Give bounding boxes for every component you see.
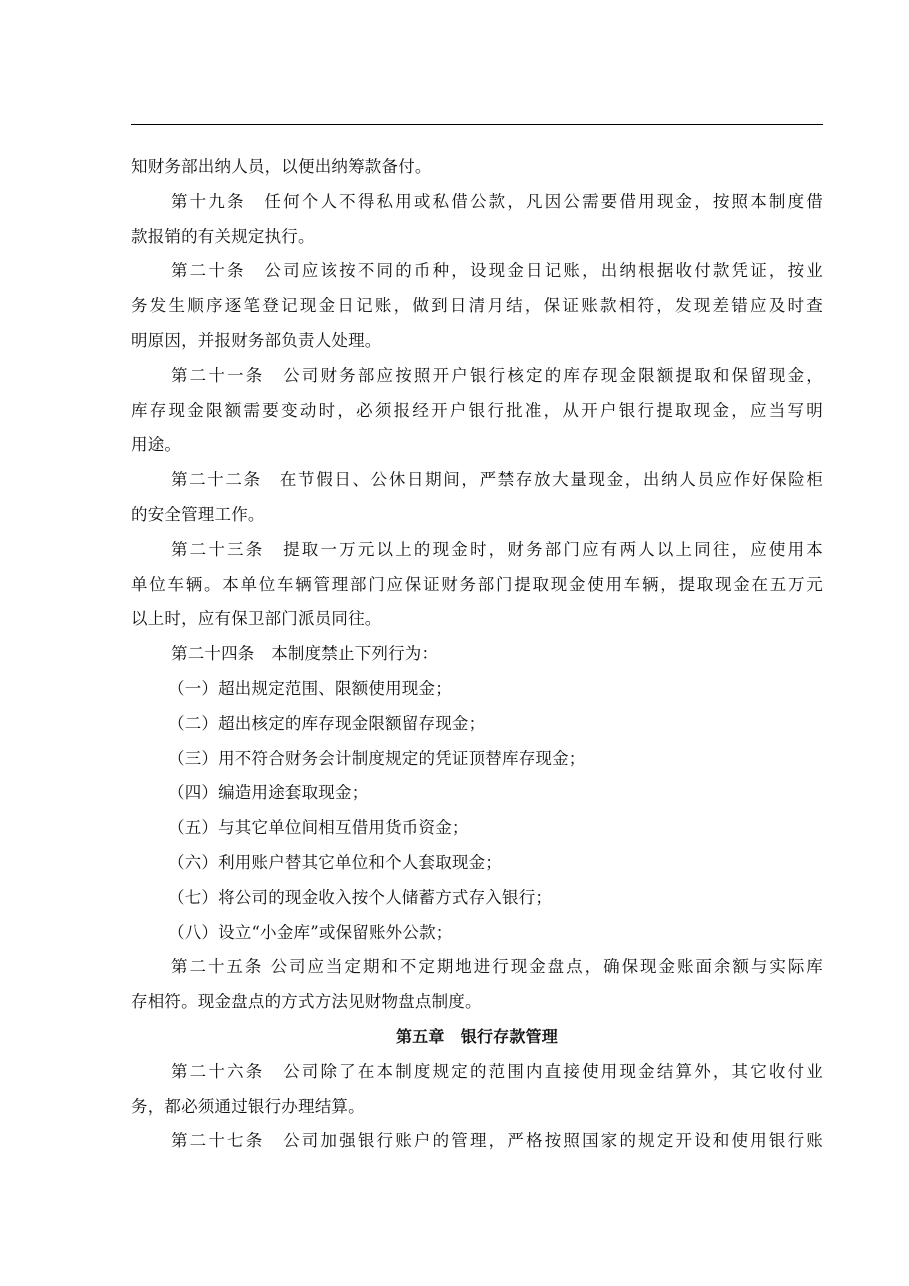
paragraph-line: 知财务部出纳人员，以便出纳筹款备付。 [131, 157, 432, 176]
list-item: （二）超出核定的库存现金限额留存现金； [168, 713, 486, 733]
paragraph-line: 明原因，并报财务部负责人处理。 [131, 330, 382, 350]
list-item: （七）将公司的现金收入按个人储蓄方式存入银行； [168, 887, 553, 907]
article-21-line: 第二十一条 公司财务部应按照开户银行核定的库存现金限额提取和保留现金， [171, 365, 823, 385]
article-27-line: 第二十七条 公司加强银行账户的管理，严格按照国家的规定开设和使用银行账 [171, 1131, 823, 1151]
list-item: （三）用不符合财务会计制度规定的凭证顶替库存现金； [168, 748, 586, 768]
list-item: （六）利用账户替其它单位和个人套取现金； [168, 852, 502, 872]
article-24-line: 第二十四条 本制度禁止下列行为： [171, 644, 439, 664]
article-26-line: 第二十六条 公司除了在本制度规定的范围内直接使用现金结算外，其它收付业 [171, 1061, 823, 1081]
paragraph-line: 的安全管理工作。 [131, 504, 265, 524]
paragraph-line: 库存现金限额需要变动时，必须报经开户银行批准，从开户银行提取现金，应当写明 [131, 400, 823, 420]
paragraph-line: 用途。 [131, 435, 182, 455]
document-body [131, 150, 823, 1159]
article-25-line: 第二十五条 公司应当定期和不定期地进行现金盘点，确保现金账面余额与实际库 [171, 957, 823, 977]
article-19-line: 第十九条 任何个人不得私用或私借公款，凡因公需要借用现金，按照本制度借 [171, 191, 823, 211]
chapter-heading: 第五章 银行存款管理 [395, 1026, 558, 1046]
article-23-line: 第二十三条 提取一万元以上的现金时，财务部门应有两人以上同往，应使用本 [171, 539, 823, 559]
paragraph-line: 以上时，应有保卫部门派员同往。 [131, 609, 382, 629]
paragraph-line: 存相符。现金盘点的方式方法见财物盘点制度。 [131, 992, 482, 1012]
article-22-line: 第二十二条 在节假日、公休日期间，严禁存放大量现金，出纳人员应作好保险柜 [171, 470, 823, 490]
list-item: （五）与其它单位间相互借用货币资金； [168, 818, 469, 838]
paragraph-line: 单位车辆。本单位车辆管理部门应保证财务部门提取现金使用车辆，提取现金在五万元 [131, 574, 823, 594]
list-item: （八）设立“小金库”或保留账外公款； [168, 922, 453, 942]
paragraph-line: 款报销的有关规定执行。 [131, 226, 315, 246]
paragraph-line: 务，都必须通过银行办理结算。 [131, 1096, 365, 1116]
paragraph-line: 务发生顺序逐笔登记现金日记账，做到日清月结，保证账款相符，发现差错应及时查 [131, 296, 823, 316]
list-item: （四）编造用途套取现金； [168, 783, 369, 803]
list-item: （一）超出规定范围、限额使用现金； [168, 678, 452, 698]
header-rule [131, 124, 823, 125]
article-20-line: 第二十条 公司应该按不同的币种，设现金日记账，出纳根据收付款凭证，按业 [171, 261, 823, 281]
